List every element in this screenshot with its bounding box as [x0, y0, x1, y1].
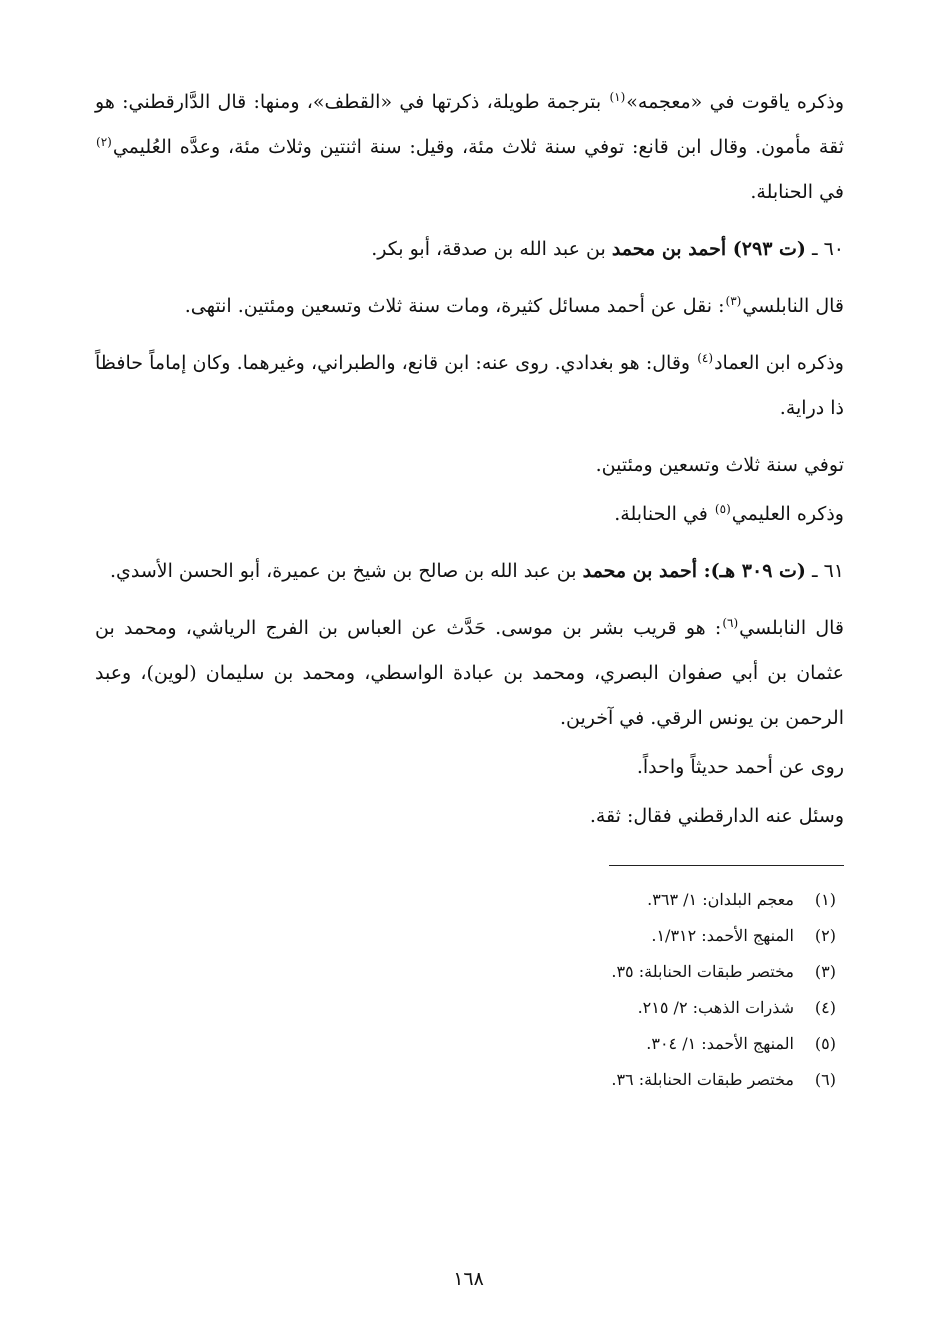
entry-heading: (ت ٢٩٣) أحمد بن محمد — [611, 238, 806, 260]
text: وقال: هو بغدادي. روى عنه: ابن قانع، والطبراني، وغيرهما. وكان إماماً حافظاً ذا دراية. — [95, 352, 844, 419]
footnote-ref[interactable]: (٣) — [725, 293, 742, 308]
footnote-item — [95, 954, 844, 990]
text: قال النابلسي — [742, 295, 844, 317]
footnote-ref[interactable]: (١) — [609, 89, 626, 104]
footnote-item — [95, 1026, 844, 1062]
footnote-item — [95, 990, 844, 1026]
text: في الحنابلة. — [614, 503, 714, 525]
footnote-number: (٥) — [814, 1034, 836, 1053]
text: وذكره ياقوت في «معجمه» — [626, 91, 845, 113]
text: : هو قريب بشر بن موسى. حَدَّث عن العباس بن الفرج الرياشي، ومحمد بن عثمان بن أبي صفوان البصري، ومحمد بن عبادة الواسطي، ومحمد بن سليمان (لوين)، وعبد الرحمن بن يونس الرقي. في آخرين. — [95, 617, 844, 729]
footnotes — [95, 882, 844, 1098]
entry-number: ٦١ ـ — [805, 560, 844, 582]
footnote-text: مختصر طبقات الحنابلة: ٣٦. — [611, 1070, 794, 1089]
paragraph-hadith — [95, 745, 844, 790]
footnote-text: المنهج الأحمد: ١/ ٣٠٤. — [646, 1034, 794, 1053]
footnote-ref[interactable]: (٥) — [714, 501, 731, 516]
text: بن عبد الله بن صدقة، أبو بكر. — [371, 238, 612, 260]
footnote-number: (٤) — [814, 998, 836, 1017]
text: قال النابلسي — [739, 617, 844, 639]
footnote-divider — [609, 865, 844, 866]
page-number: ١٦٨ — [453, 1268, 484, 1290]
text: وسئل عنه الدارقطني فقال: ثقة. — [589, 805, 844, 827]
paragraph-nabulsi-1 — [95, 284, 844, 329]
paragraph-daraqutni — [95, 794, 844, 839]
footnote-number: (٣) — [814, 962, 836, 981]
footnote-item — [95, 882, 844, 918]
entry-60 — [95, 227, 844, 272]
entry-61 — [95, 549, 844, 594]
text: بن عبد الله بن صالح بن شيخ بن عميرة، أبو الحسن الأسدي. — [109, 560, 583, 582]
footnote-text: المنهج الأحمد: ١/٣١٢. — [651, 926, 794, 945]
footnote-text: معجم البلدان: ١/ ٣٦٣. — [647, 890, 794, 909]
paragraph-death — [95, 443, 844, 488]
entry-number: ٦٠ ـ — [805, 238, 844, 260]
footnote-ref[interactable]: (٦) — [722, 615, 739, 630]
footnote-text: مختصر طبقات الحنابلة: ٣٥. — [611, 962, 794, 981]
paragraph-ibn-imad — [95, 341, 844, 431]
text: بترجمة طويلة، ذكرتها في «القطف»، ومنها: قال الدَّارقطني: هو ثقة مأمون. وقال ابن قانع: توفي سنة ثلاث مئة، وقيل: سنة اثنتين وثلاث مئة، وعدَّه العُليمي — [95, 91, 844, 158]
text: وذكره العليمي — [731, 503, 844, 525]
paragraph-ulaymi — [95, 492, 844, 537]
text: توفي سنة ثلاث وتسعين ومئتين. — [595, 454, 844, 476]
footnote-item — [95, 1062, 844, 1098]
paragraph-nabulsi-2 — [95, 606, 844, 741]
footnote-number: (٢) — [814, 926, 836, 945]
footnote-ref[interactable]: (٤) — [697, 350, 714, 365]
entry-heading: (ت ٣٠٩ هـ): أحمد بن محمد — [582, 560, 806, 582]
footnote-ref[interactable]: (٢) — [96, 134, 112, 149]
text: في الحنابلة. — [750, 181, 844, 203]
text: روى عن أحمد حديثاً واحداً. — [636, 756, 844, 778]
paragraph-yaqut — [95, 80, 844, 215]
footnote-item — [95, 918, 844, 954]
footnote-text: شذرات الذهب: ٢/ ٢١٥. — [637, 998, 794, 1017]
text: وذكره ابن العماد — [714, 352, 844, 374]
text: : نقل عن أحمد مسائل كثيرة، ومات سنة ثلاث وتسعين ومئتين. انتهى. — [184, 295, 725, 317]
footnote-number: (١) — [814, 890, 836, 909]
footnote-number: (٦) — [814, 1070, 836, 1089]
